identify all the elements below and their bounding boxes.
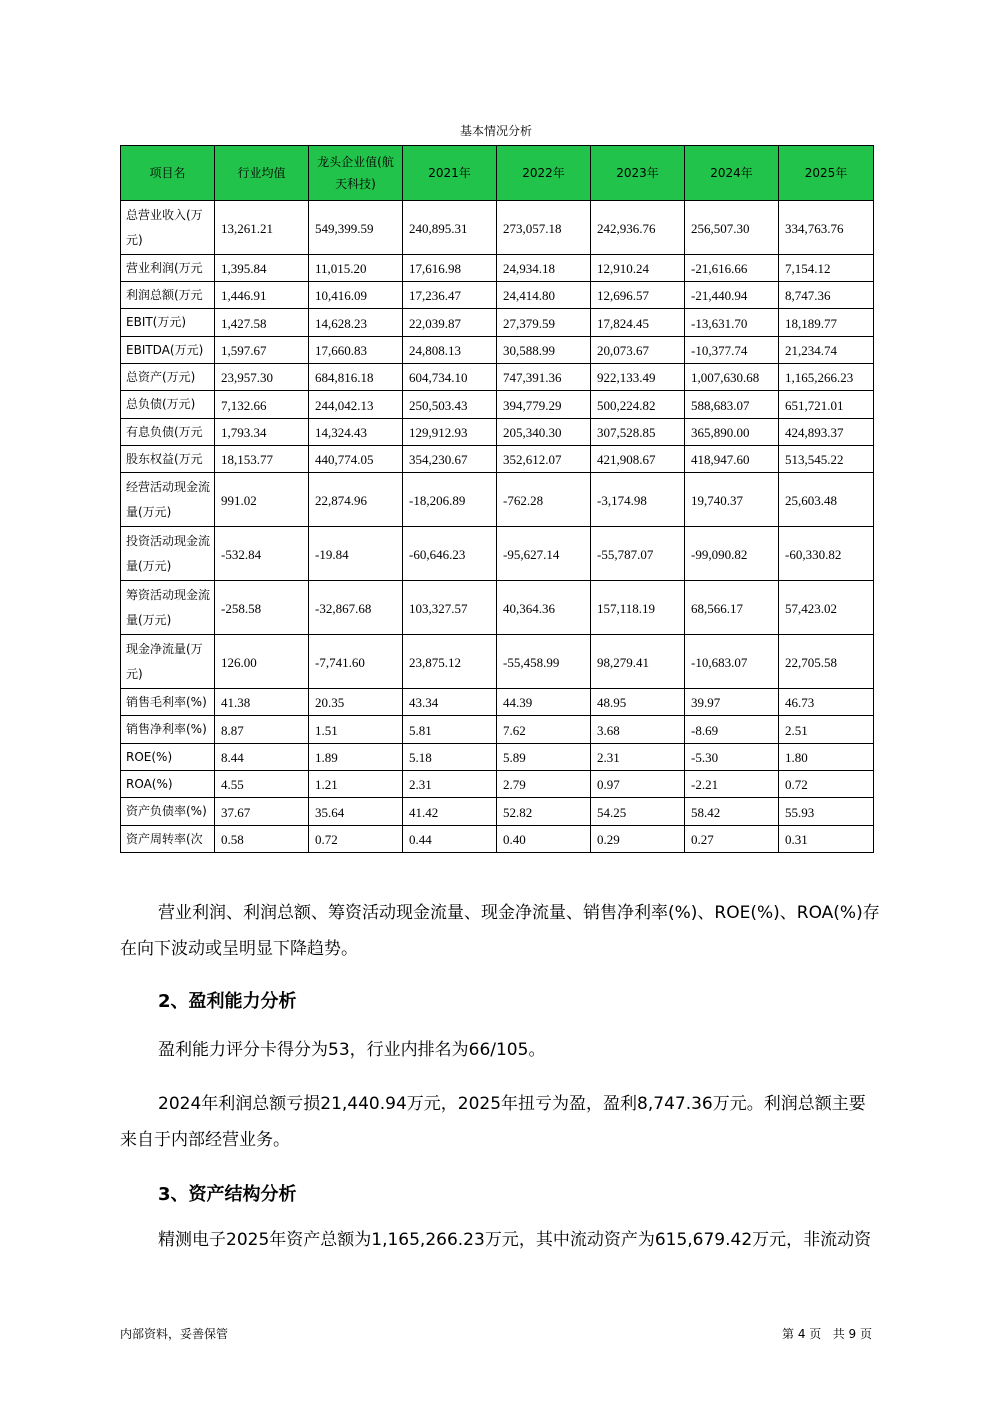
table-cell: 421,908.67 <box>591 446 685 473</box>
table-row <box>121 309 874 337</box>
asset-structure-paragraph: 精测电子2025年资产总额为1,165,266.23万元，其中流动资产为615,679.42万元，非流动资 <box>158 1230 872 1250</box>
table-cell: 1,427.58 <box>215 309 309 337</box>
table-cell: 2.31 <box>591 744 685 771</box>
row-label: 总负债(万元) <box>121 391 215 419</box>
table-cell: 11,015.20 <box>309 255 403 282</box>
table-cell: 57,423.02 <box>779 581 874 635</box>
row-label: 投资活动现金流量(万元) <box>121 527 215 581</box>
table-cell: 244,042.13 <box>309 391 403 419</box>
table-cell: 4.55 <box>215 771 309 798</box>
table-cell: -2.21 <box>685 771 779 798</box>
header-cell: 项目名 <box>121 146 215 201</box>
table-cell: 18,189.77 <box>779 309 874 337</box>
table-header-row <box>121 146 874 201</box>
row-label: 筹资活动现金流量(万元) <box>121 581 215 635</box>
table-row <box>121 689 874 716</box>
table-cell: 35.64 <box>309 798 403 826</box>
table-cell: 334,763.76 <box>779 201 874 255</box>
row-label: 资产负债率(%) <box>121 798 215 826</box>
table-cell: 98,279.41 <box>591 635 685 689</box>
table-cell: 43.34 <box>403 689 497 716</box>
table-row <box>121 419 874 446</box>
table-cell: 440,774.05 <box>309 446 403 473</box>
profit-trend-paragraph: 2024年利润总额亏损21,440.94万元，2025年扭亏为盈，盈利8,747.36万元。利润总额主要来自于内部经营业务。 <box>120 1094 866 1150</box>
table-cell: 651,721.01 <box>779 391 874 419</box>
table-cell: 684,816.18 <box>309 364 403 391</box>
table-cell: 747,391.36 <box>497 364 591 391</box>
table-cell: 1,446.91 <box>215 282 309 309</box>
table-cell: 41.38 <box>215 689 309 716</box>
row-label: 销售毛利率(%) <box>121 689 215 716</box>
table-cell: -95,627.14 <box>497 527 591 581</box>
table-cell: 242,936.76 <box>591 201 685 255</box>
table-cell: 17,660.83 <box>309 337 403 364</box>
table-cell: 604,734.10 <box>403 364 497 391</box>
table-cell: 0.72 <box>309 826 403 853</box>
table-row <box>121 201 874 255</box>
header-cell: 2023年 <box>591 146 685 201</box>
header-cell: 龙头企业值(航天科技) <box>309 146 403 201</box>
table-row <box>121 337 874 364</box>
table-cell: -55,458.99 <box>497 635 591 689</box>
table-cell: 23,875.12 <box>403 635 497 689</box>
table-cell: 14,628.23 <box>309 309 403 337</box>
table-row <box>121 282 874 309</box>
section-heading-profitability: 2、盈利能力分析 <box>158 991 297 1012</box>
table-cell: 7.62 <box>497 716 591 744</box>
table-cell: 240,895.31 <box>403 201 497 255</box>
table-cell: 1.80 <box>779 744 874 771</box>
table-caption: 基本情况分析 <box>459 124 532 138</box>
table-cell: 41.42 <box>403 798 497 826</box>
table-cell: 20.35 <box>309 689 403 716</box>
table-cell: 58.42 <box>685 798 779 826</box>
table-cell: 256,507.30 <box>685 201 779 255</box>
table-row <box>121 716 874 744</box>
footer-page-number: 第 4 页 共 9 页 <box>782 1327 872 1341</box>
table-cell: 10,416.09 <box>309 282 403 309</box>
table-row <box>121 473 874 527</box>
table-cell: -21,440.94 <box>685 282 779 309</box>
table-cell: 549,399.59 <box>309 201 403 255</box>
table-cell: -21,616.66 <box>685 255 779 282</box>
table-cell: 0.29 <box>591 826 685 853</box>
table-cell: -32,867.68 <box>309 581 403 635</box>
table-row <box>121 527 874 581</box>
row-label: 有息负债(万元 <box>121 419 215 446</box>
table-cell: -258.58 <box>215 581 309 635</box>
table-cell: 365,890.00 <box>685 419 779 446</box>
table-row <box>121 391 874 419</box>
table-cell: 46.73 <box>779 689 874 716</box>
table-cell: 68,566.17 <box>685 581 779 635</box>
table-cell: 588,683.07 <box>685 391 779 419</box>
row-label: 销售净利率(%) <box>121 716 215 744</box>
row-label: 营业利润(万元 <box>121 255 215 282</box>
table-cell: 5.18 <box>403 744 497 771</box>
table-cell: 0.72 <box>779 771 874 798</box>
table-row <box>121 255 874 282</box>
table-cell: 30,588.99 <box>497 337 591 364</box>
table-cell: 394,779.29 <box>497 391 591 419</box>
table-cell: 157,118.19 <box>591 581 685 635</box>
table-cell: 12,910.24 <box>591 255 685 282</box>
table-cell: 1,165,266.23 <box>779 364 874 391</box>
table-cell: 17,616.98 <box>403 255 497 282</box>
table-row <box>121 364 874 391</box>
table-cell: 24,934.18 <box>497 255 591 282</box>
table-cell: 2.79 <box>497 771 591 798</box>
table-cell: 48.95 <box>591 689 685 716</box>
row-label: ROE(%) <box>121 744 215 771</box>
table-cell: 25,603.48 <box>779 473 874 527</box>
table-cell: 273,057.18 <box>497 201 591 255</box>
table-cell: -762.28 <box>497 473 591 527</box>
table-cell: 0.97 <box>591 771 685 798</box>
header-cell: 2024年 <box>685 146 779 201</box>
row-label: 资产周转率(次 <box>121 826 215 853</box>
financial-table <box>120 145 874 853</box>
table-cell: 513,545.22 <box>779 446 874 473</box>
row-label: 股东权益(万元 <box>121 446 215 473</box>
table-cell: 2.31 <box>403 771 497 798</box>
table-cell: 55.93 <box>779 798 874 826</box>
table-cell: 0.31 <box>779 826 874 853</box>
table-cell: 24,414.80 <box>497 282 591 309</box>
table-cell: 1.89 <box>309 744 403 771</box>
table-cell: -60,646.23 <box>403 527 497 581</box>
table-cell: 352,612.07 <box>497 446 591 473</box>
table-cell: 205,340.30 <box>497 419 591 446</box>
table-cell: -3,174.98 <box>591 473 685 527</box>
header-cell: 行业均值 <box>215 146 309 201</box>
row-label: EBITDA(万元) <box>121 337 215 364</box>
section-heading-asset-structure: 3、资产结构分析 <box>158 1184 297 1205</box>
table-cell: 7,154.12 <box>779 255 874 282</box>
row-label: 现金净流量(万元) <box>121 635 215 689</box>
table-cell: 52.82 <box>497 798 591 826</box>
table-cell: 13,261.21 <box>215 201 309 255</box>
table-cell: 307,528.85 <box>591 419 685 446</box>
table-cell: 0.44 <box>403 826 497 853</box>
table-cell: 24,808.13 <box>403 337 497 364</box>
table-row <box>121 446 874 473</box>
table-cell: 22,039.87 <box>403 309 497 337</box>
table-cell: 5.89 <box>497 744 591 771</box>
table-cell: -99,090.82 <box>685 527 779 581</box>
table-cell: 991.02 <box>215 473 309 527</box>
table-body <box>121 201 874 853</box>
table-cell: 126.00 <box>215 635 309 689</box>
header-cell: 2025年 <box>779 146 874 201</box>
footer-confidential: 内部资料，妥善保管 <box>120 1327 229 1341</box>
row-label: 经营活动现金流量(万元) <box>121 473 215 527</box>
table-cell: 922,133.49 <box>591 364 685 391</box>
table-cell: 424,893.37 <box>779 419 874 446</box>
table-cell: 19,740.37 <box>685 473 779 527</box>
table-cell: 1,395.84 <box>215 255 309 282</box>
table-row <box>121 635 874 689</box>
table-cell: 1,597.67 <box>215 337 309 364</box>
table-cell: 250,503.43 <box>403 391 497 419</box>
table-row <box>121 744 874 771</box>
table-cell: -55,787.07 <box>591 527 685 581</box>
profitability-score-paragraph: 盈利能力评分卡得分为53，行业内排名为66/105。 <box>158 1040 546 1060</box>
table-cell: 3.68 <box>591 716 685 744</box>
table-cell: 1,793.34 <box>215 419 309 446</box>
table-cell: 22,705.58 <box>779 635 874 689</box>
table-cell: 8.44 <box>215 744 309 771</box>
table-row <box>121 798 874 826</box>
table-cell: 23,957.30 <box>215 364 309 391</box>
table-cell: 17,236.47 <box>403 282 497 309</box>
table-cell: 1,007,630.68 <box>685 364 779 391</box>
table-cell: 27,379.59 <box>497 309 591 337</box>
table-cell: 14,324.43 <box>309 419 403 446</box>
table-cell: 44.39 <box>497 689 591 716</box>
table-row <box>121 581 874 635</box>
row-label: EBIT(万元) <box>121 309 215 337</box>
table-cell: 18,153.77 <box>215 446 309 473</box>
table-cell: 500,224.82 <box>591 391 685 419</box>
table-cell: 1.51 <box>309 716 403 744</box>
table-row <box>121 826 874 853</box>
row-label: 总营业收入(万元) <box>121 201 215 255</box>
table-cell: 21,234.74 <box>779 337 874 364</box>
table-cell: -7,741.60 <box>309 635 403 689</box>
table-cell: 8,747.36 <box>779 282 874 309</box>
table-cell: -60,330.82 <box>779 527 874 581</box>
table-cell: 418,947.60 <box>685 446 779 473</box>
table-cell: -8.69 <box>685 716 779 744</box>
header-cell: 2021年 <box>403 146 497 201</box>
row-label: 利润总额(万元 <box>121 282 215 309</box>
table-cell: 0.58 <box>215 826 309 853</box>
table-cell: -10,377.74 <box>685 337 779 364</box>
table-cell: 0.27 <box>685 826 779 853</box>
table-cell: 37.67 <box>215 798 309 826</box>
table-cell: 2.51 <box>779 716 874 744</box>
table-cell: 1.21 <box>309 771 403 798</box>
table-cell: 129,912.93 <box>403 419 497 446</box>
table-cell: 17,824.45 <box>591 309 685 337</box>
table-cell: 354,230.67 <box>403 446 497 473</box>
summary-paragraph: 营业利润、利润总额、筹资活动现金流量、现金净流量、销售净利率(%)、ROE(%)、ROA(%)存在向下波动或呈明显下降趋势。 <box>120 903 880 959</box>
table-cell: -19.84 <box>309 527 403 581</box>
table-cell: 8.87 <box>215 716 309 744</box>
table-cell: -5.30 <box>685 744 779 771</box>
row-label: 总资产(万元) <box>121 364 215 391</box>
table-cell: 7,132.66 <box>215 391 309 419</box>
table-cell: 0.40 <box>497 826 591 853</box>
header-cell: 2022年 <box>497 146 591 201</box>
table-cell: 22,874.96 <box>309 473 403 527</box>
table-cell: -532.84 <box>215 527 309 581</box>
table-cell: 40,364.36 <box>497 581 591 635</box>
table-cell: 54.25 <box>591 798 685 826</box>
table-cell: 5.81 <box>403 716 497 744</box>
table-cell: -13,631.70 <box>685 309 779 337</box>
table-cell: 103,327.57 <box>403 581 497 635</box>
row-label: ROA(%) <box>121 771 215 798</box>
table-cell: 20,073.67 <box>591 337 685 364</box>
table-row <box>121 771 874 798</box>
table-cell: 12,696.57 <box>591 282 685 309</box>
table-cell: 39.97 <box>685 689 779 716</box>
table-cell: -10,683.07 <box>685 635 779 689</box>
table-cell: -18,206.89 <box>403 473 497 527</box>
